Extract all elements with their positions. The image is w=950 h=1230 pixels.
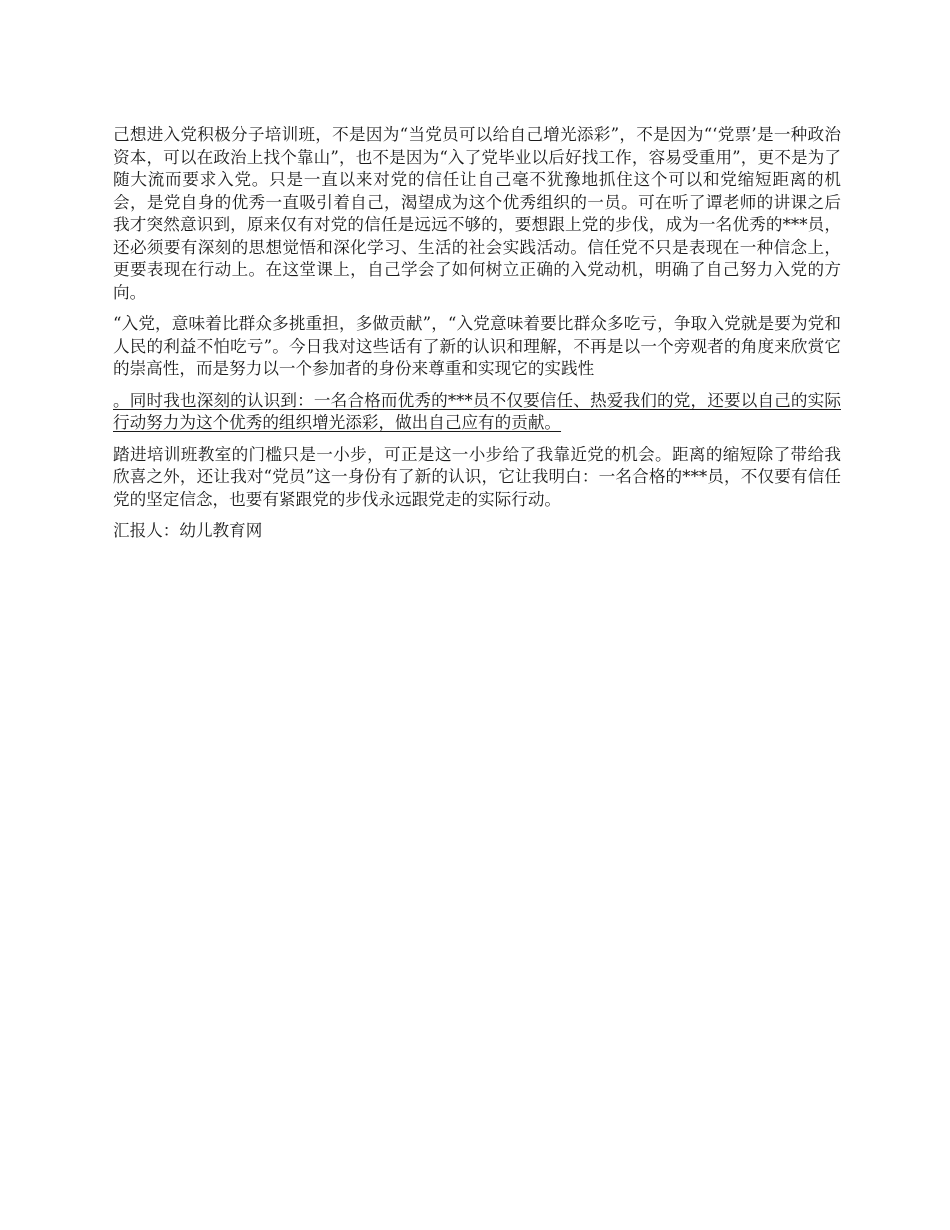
reporter-signature: 汇报人：幼儿教育网 xyxy=(113,521,263,540)
paragraph-classroom-step: 踏进培训班教室的门槛只是一小步，可正是这一小步给了我靠近党的机会。距离的缩短除了带给我欣喜之外，还让我对“党员”这一身份有了新的认识，它让我明白：一名合格的***员，不仅要有信任党的坚定信念，也要有紧跟党的步伐永远跟党走的实际行动。 xyxy=(113,444,841,509)
paragraph-underlined-realization: 。同时我也深刻的认识到：一名合格而优秀的***员不仅要信任、热爱我们的党，还要以自己的实际行动努力为这个优秀的组织增光添彩，做出自己应有的贡献。 xyxy=(113,390,841,432)
paragraph-motivation: 己想进入党积极分子培训班，不是因为“当党员可以给自己增光添彩”，不是因为“‘党票’是一种政治资本，可以在政治上找个靠山”，也不是因为“入了党毕业以后好找工作，容易受重用”，更不是为了随大流而要求入党。只是一直以来对党的信任让自己毫不犹豫地抓住这个可以和党缩短距离的机会，是党自身的优秀一直吸引着自己，渴望成为这个优秀组织的一员。可在听了谭老师的讲课之后我才突然意识到，原来仅有对党的信任是远远不够的，要想跟上党的步伐，成为一名优秀的***员，还必须要有深刻的思想觉悟和深化学习、生活的社会实践活动。信任党不只是表现在一种信念上，更要表现在行动上。在这堂课上，自己学会了如何树立正确的入党动机，明确了自己努力入党的方向。 xyxy=(113,125,841,302)
paragraph-responsibility: “入党，意味着比群众多挑重担，多做贡献”，“入党意味着要比群众多吃亏，争取入党就是要为党和人民的利益不怕吃亏”。今日我对这些话有了新的认识和理解，不再是以一个旁观者的角度来欣赏它的崇高性，而是努力以一个参加者的身份来尊重和实现它的实践性 xyxy=(113,314,841,378)
document-body xyxy=(113,124,841,552)
